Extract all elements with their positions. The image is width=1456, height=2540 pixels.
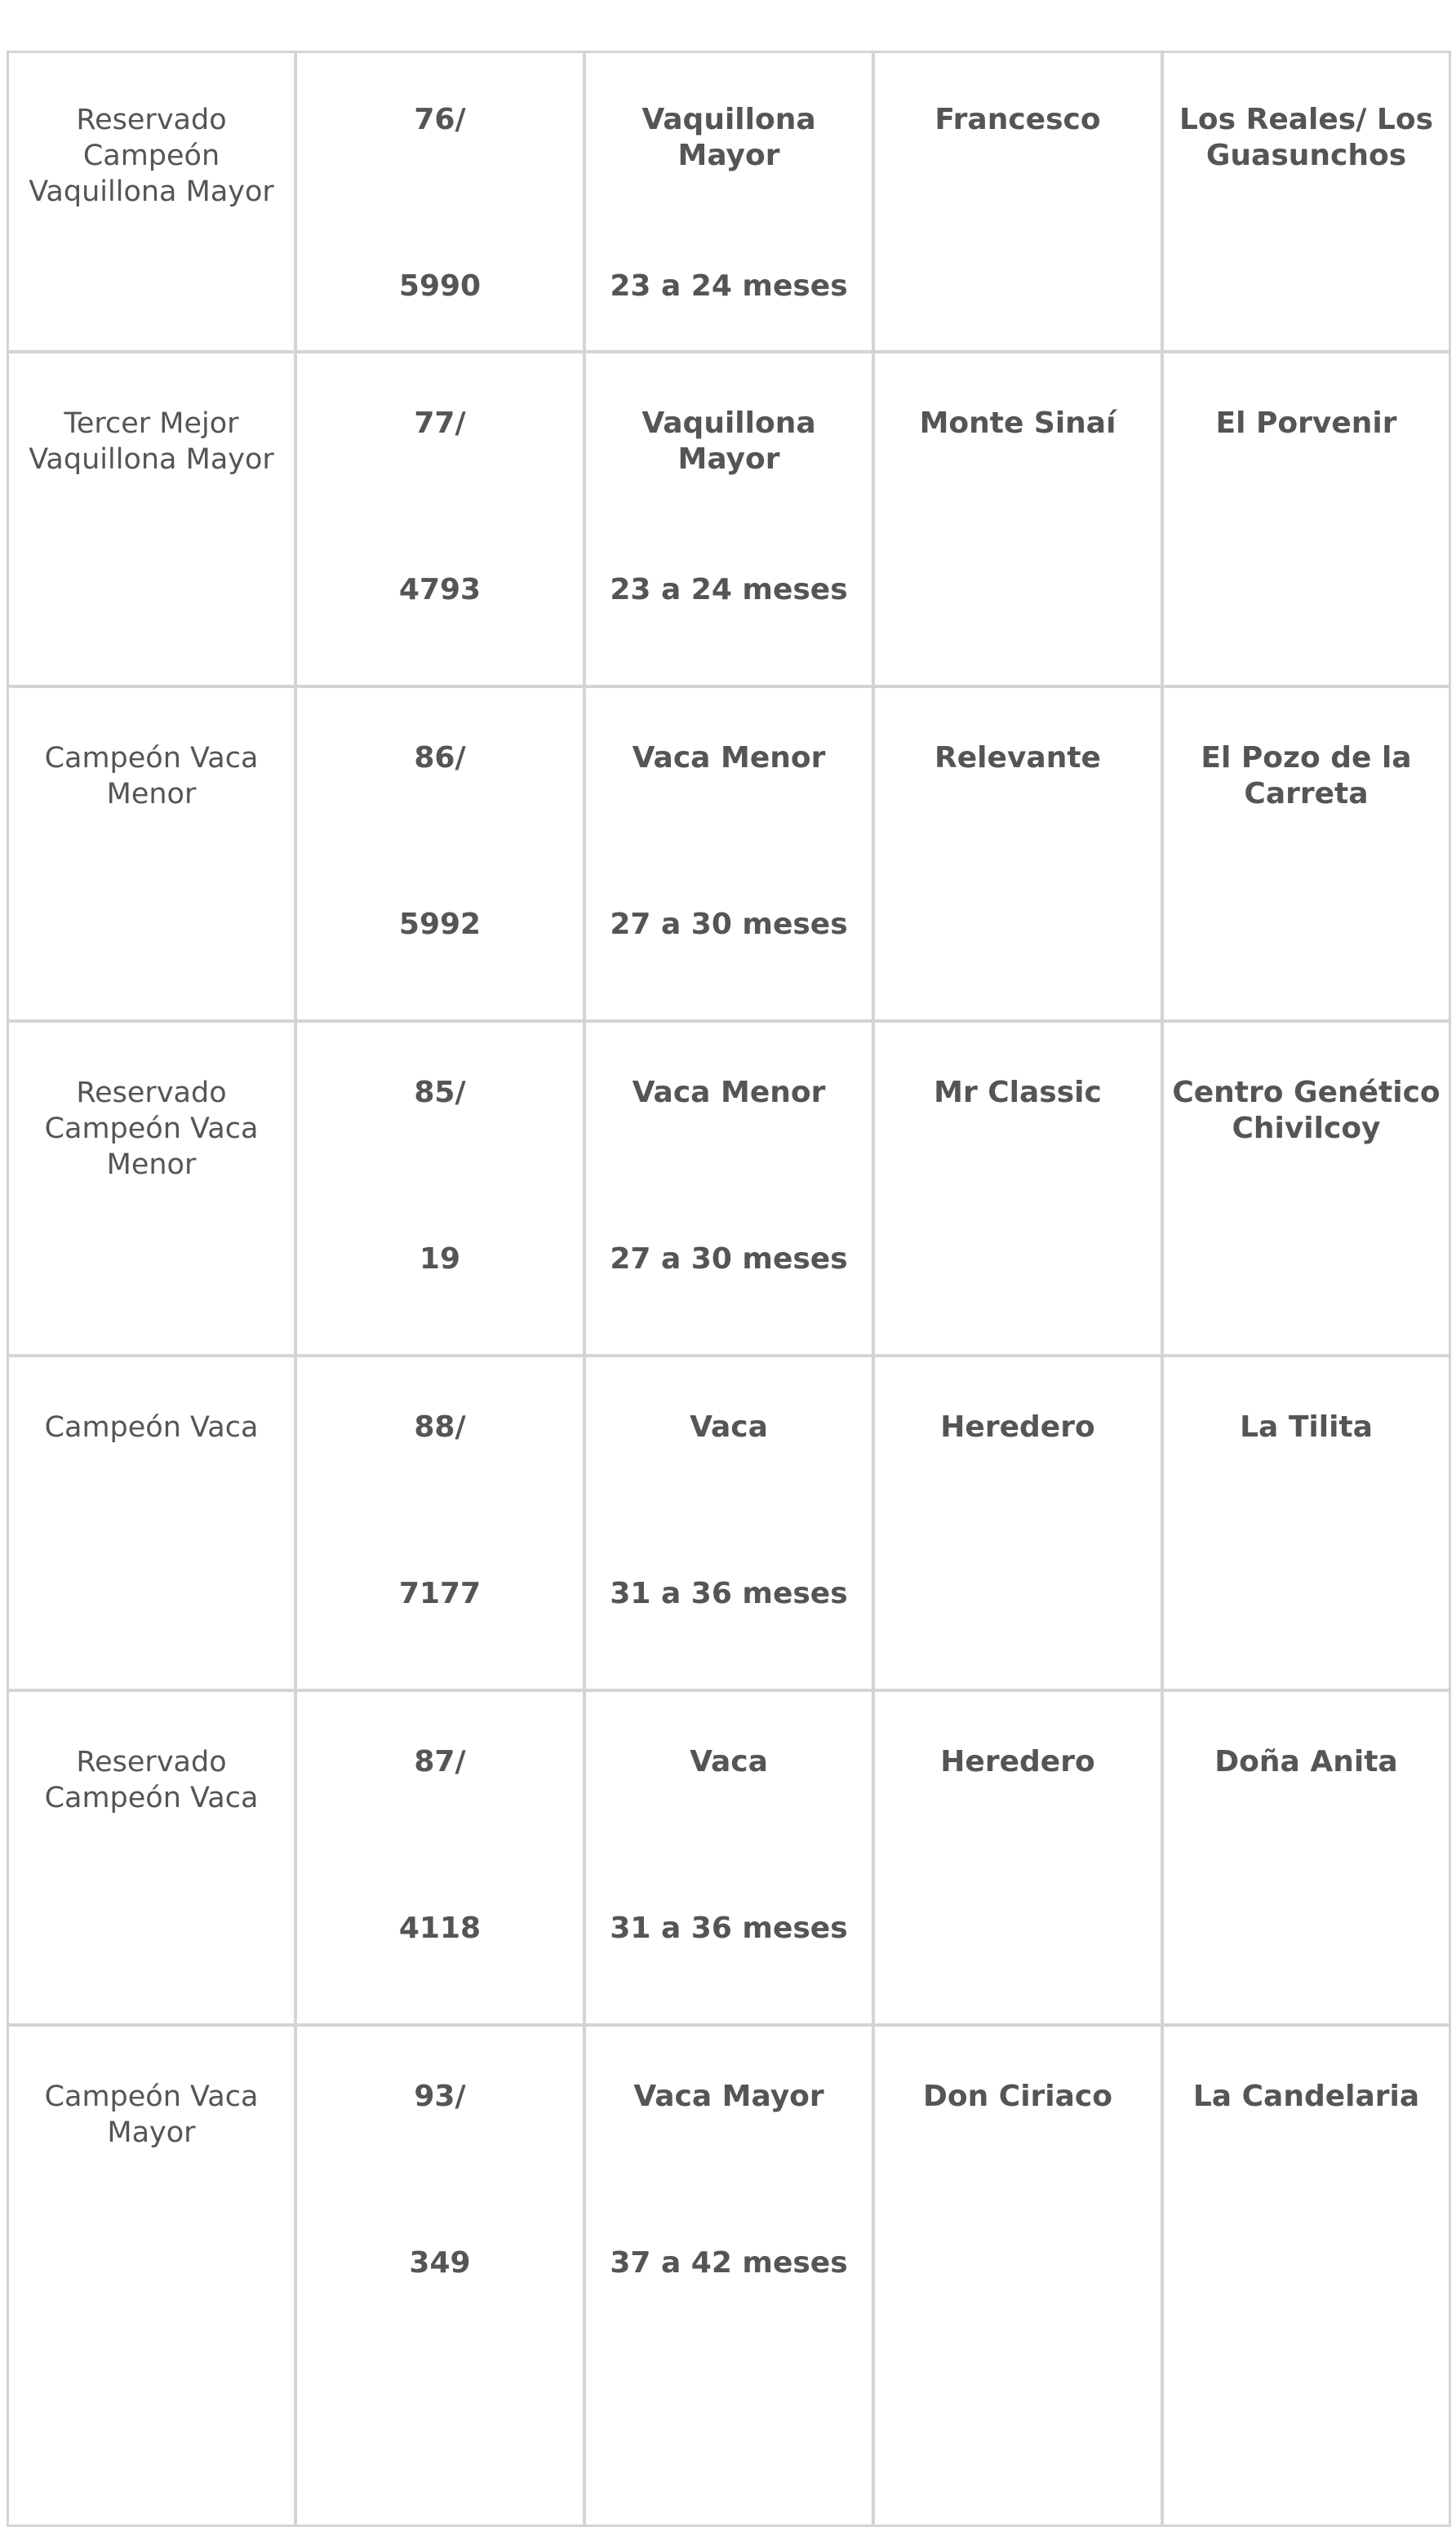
rp-text: 4793	[398, 573, 482, 606]
cabana-cell	[1162, 2025, 1451, 2527]
edad-text: 23 a 24 meses	[610, 573, 848, 606]
categoria-cell	[584, 1356, 873, 1690]
numero-cell	[295, 51, 584, 352]
cabana-cell	[1162, 352, 1451, 686]
cabana-text: Doña Anita	[1214, 1745, 1398, 1778]
edad-text: 27 a 30 meses	[610, 908, 848, 941]
table-row	[7, 1021, 1451, 1356]
premio-cell	[7, 2025, 295, 2527]
edad-text: 31 a 36 meses	[610, 1577, 848, 1610]
cabana-cell	[1162, 51, 1451, 352]
padre-text: Relevante	[934, 741, 1101, 775]
numero-cell	[295, 2025, 584, 2527]
rp-text: 5992	[398, 908, 482, 941]
categoria-text: Vaca	[690, 1745, 768, 1778]
cabana-text: Los Reales/ Los Guasunchos	[1179, 103, 1434, 172]
numero-text: 85/	[414, 1076, 466, 1109]
table-row	[7, 352, 1451, 686]
cabana-text: El Pozo de la Carreta	[1201, 741, 1412, 810]
cabana-cell	[1162, 1356, 1451, 1690]
table-row	[7, 1690, 1451, 2025]
numero-text: 93/	[414, 2080, 466, 2113]
categoria-cell	[584, 51, 873, 352]
edad-text: 37 a 42 meses	[610, 2246, 848, 2280]
edad-text: 23 a 24 meses	[610, 269, 848, 303]
padre-cell	[873, 686, 1162, 1021]
categoria-cell	[584, 352, 873, 686]
table-row	[7, 51, 1451, 352]
table-row	[7, 2025, 1451, 2527]
cabana-cell	[1162, 1021, 1451, 1356]
premio-text: Reservado Campeón Vaquillona Mayor	[29, 104, 274, 208]
numero-text: 88/	[414, 1410, 466, 1444]
numero-cell	[295, 1356, 584, 1690]
table-row	[7, 1356, 1451, 1690]
numero-text: 87/	[414, 1745, 466, 1778]
padre-cell	[873, 1356, 1162, 1690]
categoria-cell	[584, 1021, 873, 1356]
cabana-text: El Porvenir	[1215, 406, 1397, 440]
padre-text: Francesco	[934, 103, 1101, 136]
cabana-text: La Tilita	[1240, 1410, 1373, 1444]
numero-text: 77/	[414, 406, 466, 440]
premio-cell	[7, 1021, 295, 1356]
categoria-cell	[584, 686, 873, 1021]
premio-cell	[7, 1356, 295, 1690]
premio-cell	[7, 1690, 295, 2025]
table-row	[7, 686, 1451, 1021]
premio-text: Reservado Campeón Vaca Menor	[44, 1077, 259, 1181]
premio-text: Tercer Mejor Vaquillona Mayor	[29, 407, 274, 476]
cabana-text: La Candelaria	[1192, 2080, 1420, 2113]
rp-text: 5990	[398, 269, 482, 303]
premio-cell	[7, 352, 295, 686]
padre-cell	[873, 1021, 1162, 1356]
numero-cell	[295, 686, 584, 1021]
cabana-cell	[1162, 1690, 1451, 2025]
categoria-text: Vaca Menor	[632, 1076, 826, 1109]
padre-text: Heredero	[940, 1410, 1095, 1444]
premio-text: Campeón Vaca Menor	[44, 742, 259, 810]
padre-text: Don Ciriaco	[923, 2080, 1112, 2113]
padre-text: Monte Sinaí	[919, 406, 1116, 440]
categoria-text: Vaquillona Mayor	[641, 103, 816, 172]
padre-text: Mr Classic	[934, 1076, 1102, 1109]
premio-text: Campeón Vaca	[44, 1411, 259, 1444]
premio-text: Reservado Campeón Vaca	[44, 1746, 259, 1814]
padre-cell	[873, 352, 1162, 686]
rp-text: 19	[419, 1242, 461, 1276]
categoria-text: Vaca Mayor	[633, 2080, 824, 2113]
categoria-text: Vaca Menor	[632, 741, 826, 775]
cabana-cell	[1162, 686, 1451, 1021]
rp-text: 4118	[398, 1912, 482, 1945]
premio-cell	[7, 686, 295, 1021]
results-table	[7, 51, 1451, 2527]
categoria-text: Vaquillona Mayor	[641, 406, 816, 476]
rp-text: 7177	[398, 1577, 482, 1610]
rp-text: 349	[409, 2246, 471, 2280]
categoria-cell	[584, 2025, 873, 2527]
edad-text: 27 a 30 meses	[610, 1242, 848, 1276]
categoria-cell	[584, 1690, 873, 2025]
padre-text: Heredero	[940, 1745, 1095, 1778]
padre-cell	[873, 1690, 1162, 2025]
numero-cell	[295, 1690, 584, 2025]
numero-text: 86/	[414, 741, 466, 775]
padre-cell	[873, 2025, 1162, 2527]
numero-cell	[295, 1021, 584, 1356]
premio-cell	[7, 51, 295, 352]
edad-text: 31 a 36 meses	[610, 1912, 848, 1945]
cabana-text: Centro Genético Chivilcoy	[1172, 1076, 1440, 1145]
numero-text: 76/	[414, 103, 466, 136]
categoria-text: Vaca	[690, 1410, 768, 1444]
padre-cell	[873, 51, 1162, 352]
premio-text: Campeón Vaca Mayor	[44, 2080, 259, 2149]
numero-cell	[295, 352, 584, 686]
